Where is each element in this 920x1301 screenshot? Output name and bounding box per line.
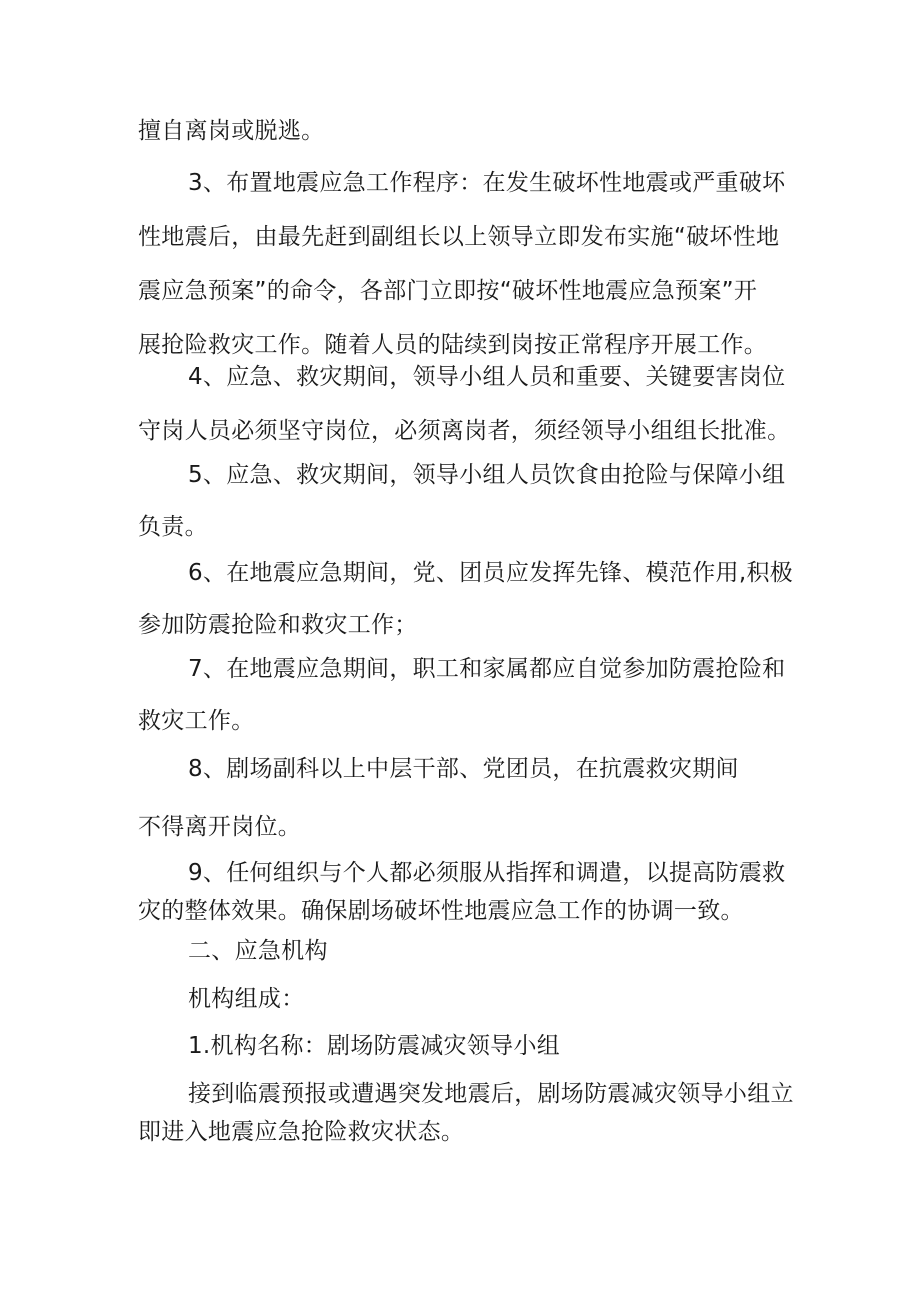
text-line: 1.机构名称：剧场防震减灾领导小组 — [188, 1033, 561, 1059]
text-line: 6、在地震应急期间，党、团员应发挥先锋、模范作用,积极 — [188, 560, 794, 586]
text-line: 参加防震抢险和救灾工作； — [138, 612, 418, 638]
text-line: 5、应急、救灾期间，领导小组人员饮食由抢险与保障小组 — [188, 462, 786, 488]
paragraph-org-name — [138, 1031, 788, 1061]
paragraph-item-8 — [138, 754, 788, 842]
paragraph-item-7 — [138, 654, 788, 736]
paragraph-item-5 — [138, 460, 788, 542]
text-line: 4、应急、救灾期间，领导小组人员和重要、关键要害岗位 — [188, 364, 786, 390]
text-line: 守岗人员必须坚守岗位，必须离岗者，须经领导小组组长批准。 — [138, 418, 791, 444]
text-line: 擅自离岗或脱逃。 — [138, 118, 325, 144]
text-line: 9、任何组织与个人都必须服从指挥和调遣，以提高防震救 — [188, 860, 786, 886]
text-line: 7、在地震应急期间，职工和家属都应自觉参加防震抢险和 — [188, 656, 786, 682]
text-line: 展抢险救灾工作。随着人员的陆续到岗按正常程序开展工作。 — [138, 332, 768, 358]
paragraph-item-9 — [138, 858, 788, 926]
text-line: 不得离开岗位。 — [138, 814, 302, 840]
text-line: 震应急预案”的命令，各部门立即按“破坏性地震应急预案”开 — [138, 278, 758, 304]
text-line: 8、剧场副科以上中层干部、党团员，在抗震救灾期间 — [188, 756, 739, 782]
paragraph-item-3 — [138, 168, 788, 360]
text-line: 接到临震预报或遭遇突发地震后，剧场防震减灾领导小组立 — [188, 1081, 794, 1107]
section-title: 二、应急机构 — [188, 938, 328, 964]
text-line: 灾的整体效果。确保剧场破坏性地震应急工作的协调一致。 — [138, 898, 744, 924]
text-line: 3、布置地震应急工作程序：在发生破坏性地震或严重破坏 — [188, 170, 786, 196]
text-line: 性地震后，由最先赶到副组长以上领导立即发布实施“破坏性地 — [138, 224, 780, 250]
text-line: 救灾工作。 — [138, 708, 255, 734]
text-line: 即进入地震应急抢险救灾状态。 — [138, 1119, 465, 1145]
paragraph-item-6 — [138, 558, 794, 640]
paragraph-org-composition — [138, 984, 788, 1014]
paragraph-item-4 — [138, 362, 791, 446]
text-line: 负责。 — [138, 514, 208, 540]
text-line: 机构组成： — [188, 986, 305, 1012]
paragraph-org-response — [138, 1079, 794, 1147]
paragraph-continuation — [138, 116, 788, 146]
section-heading — [138, 936, 788, 966]
